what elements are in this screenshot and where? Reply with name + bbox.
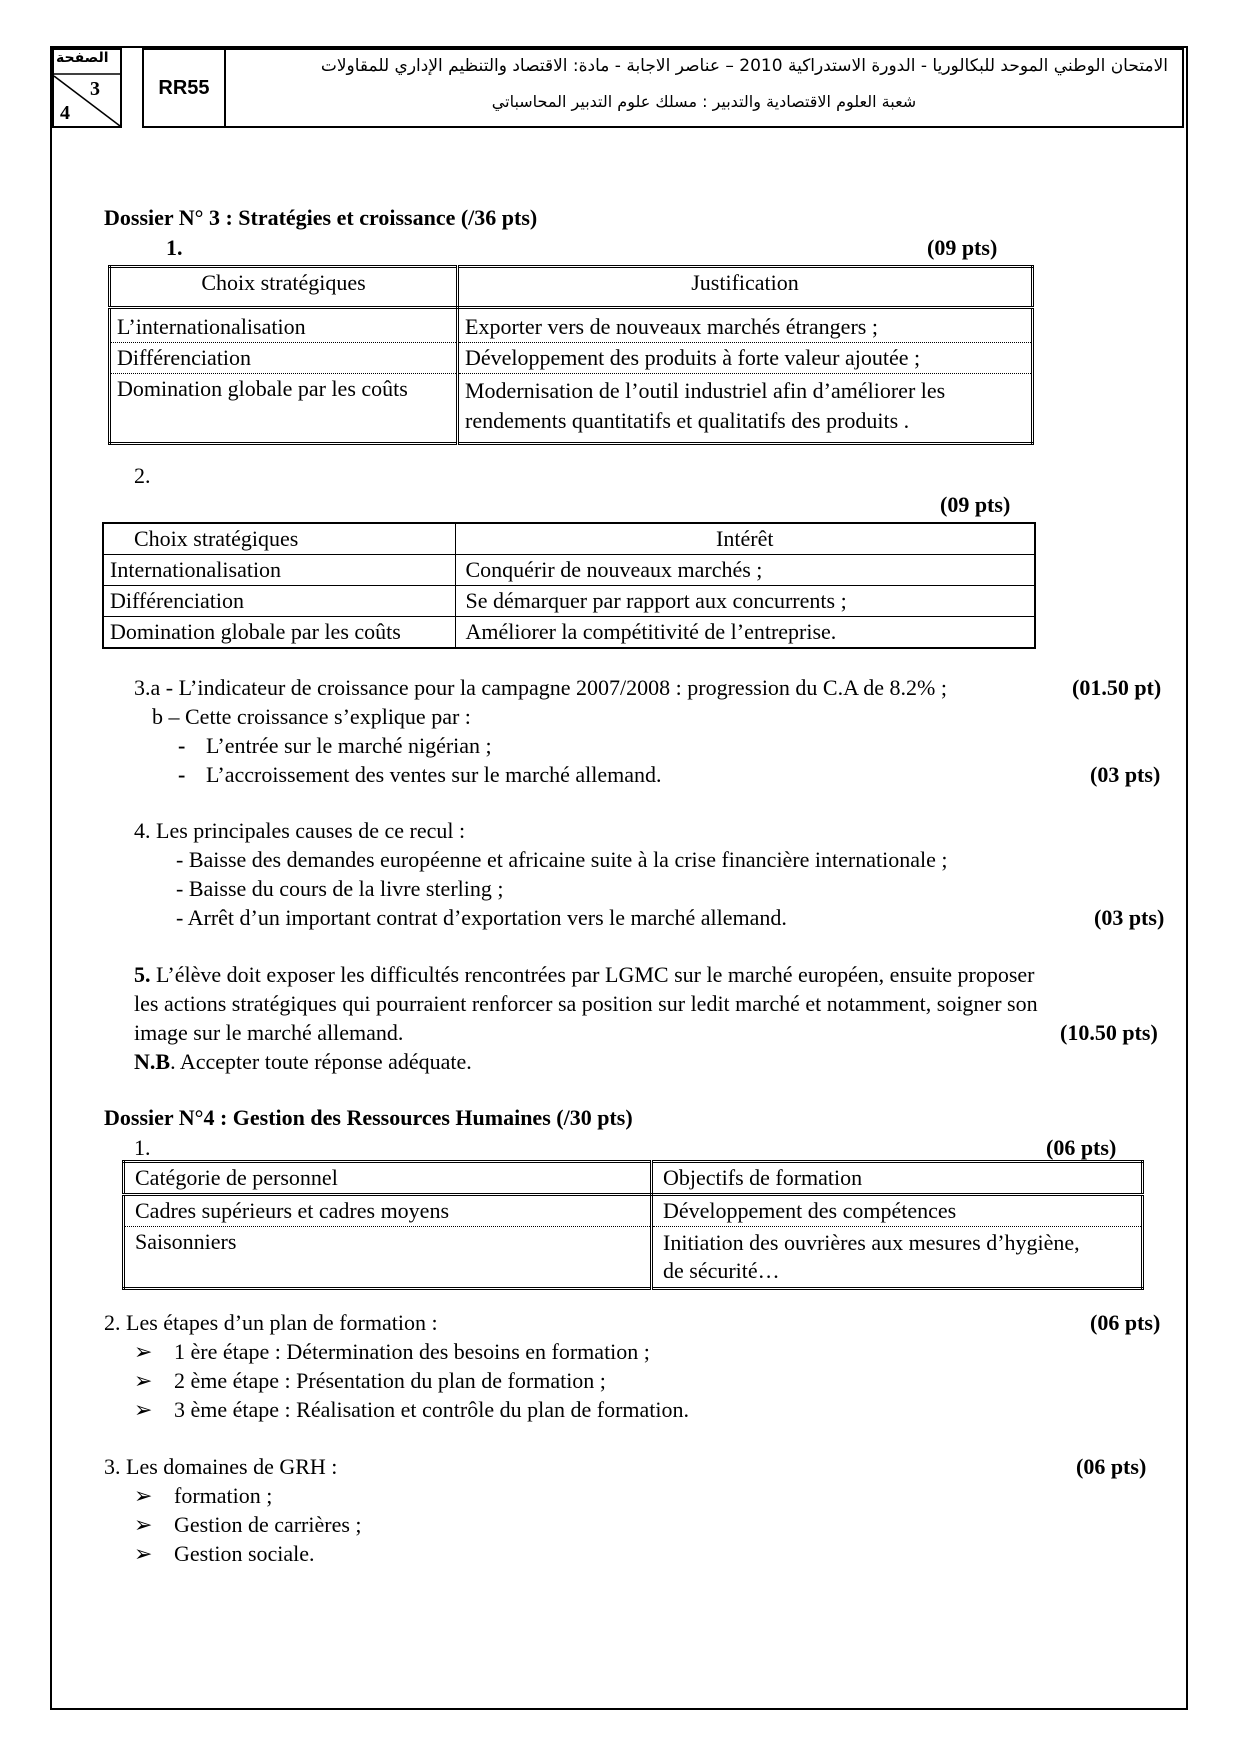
list-item: - L’entrée sur le marché nigérian ; xyxy=(178,733,492,758)
table-cell: Initiation des ouvrières aux mesures d’hygiène, de sécurité… xyxy=(652,1227,1143,1289)
table-cell: Se démarquer par rapport aux concurrents ; xyxy=(455,586,1035,617)
arrow-bullet-icon: ➢ xyxy=(134,1339,153,1364)
table-row xyxy=(110,373,1033,443)
table-cell: Exporter vers de nouveaux marchés étrangers ; xyxy=(465,313,878,339)
table-row xyxy=(103,586,1035,617)
d4-q2-intro: 2. Les étapes d’un plan de formation : xyxy=(104,1310,438,1335)
table-cell: Cadres supérieurs et cadres moyens xyxy=(124,1195,652,1227)
arrow-bullet-icon: ➢ xyxy=(134,1368,153,1393)
dossier4-title: Dossier N°4 : Gestion des Ressources Humaines (/30 pts) xyxy=(104,1105,633,1130)
list-item: - Arrêt d’un important contrat d’exportation vers le marché allemand. xyxy=(176,905,787,930)
table-cell: Différenciation xyxy=(103,586,455,617)
d3-q1-points: (09 pts) xyxy=(927,235,998,260)
page-number: 3 xyxy=(90,78,100,100)
table-row xyxy=(103,555,1035,586)
d3-q5-points: (10.50 pts) xyxy=(1060,1020,1158,1045)
header-cell: Intérêt xyxy=(455,523,1035,555)
list-item: - Baisse des demandes européenne et africaine suite à la crise financière internationale ; xyxy=(176,847,948,872)
table-header-row xyxy=(110,267,1033,308)
table-cell: Domination globale par les coûts xyxy=(103,617,455,649)
table-row xyxy=(103,617,1035,649)
header-cell: Choix stratégiques xyxy=(103,523,455,555)
d3-q3b: b – Cette croissance s’explique par : xyxy=(152,704,471,729)
list-item: - L’accroissement des ventes sur le marché allemand. xyxy=(178,762,662,787)
d3-q1-number: 1. xyxy=(166,235,183,260)
list-item: ➢ 2 ème étape : Présentation du plan de formation ; xyxy=(134,1368,606,1393)
d4-q3-intro: 3. Les domaines de GRH : xyxy=(104,1454,338,1479)
list-item: - Baisse du cours de la livre sterling ; xyxy=(176,876,504,901)
d4-q3-points: (06 pts) xyxy=(1076,1454,1147,1479)
table-row xyxy=(110,342,1033,373)
table-cell: Différenciation xyxy=(110,342,458,373)
exam-code: RR55 xyxy=(142,48,226,128)
header-cell: Choix stratégiques xyxy=(110,267,458,308)
d3-q5-line1: 5. L’élève doit exposer les difficultés rencontrées par LGMC sur le marché européen, ensuite proposer xyxy=(134,962,1035,987)
table-cell: Améliorer la compétitivité de l’entreprise. xyxy=(455,617,1035,649)
list-item: ➢ Gestion de carrières ; xyxy=(134,1512,362,1537)
page-number-box xyxy=(52,48,122,128)
list-item: ➢ Gestion sociale. xyxy=(134,1541,315,1566)
arrow-bullet-icon: ➢ xyxy=(134,1397,153,1422)
dossier3-title: Dossier N° 3 : Stratégies et croissance (/36 pts) xyxy=(104,205,538,230)
page-total: 4 xyxy=(60,102,70,124)
list-item: ➢ 1 ère étape : Détermination des besoins en formation ; xyxy=(134,1339,650,1364)
d3-q1-table xyxy=(108,265,1034,445)
header-cell: Objectifs de formation xyxy=(652,1162,1143,1195)
d3-q3a-points: (01.50 pt) xyxy=(1072,675,1162,700)
table-cell: Conquérir de nouveaux marchés ; xyxy=(455,555,1035,586)
d3-q5-line3: image sur le marché allemand. xyxy=(134,1020,404,1045)
table-cell: Domination globale par les coûts xyxy=(110,373,458,443)
d3-q4-intro: 4. Les principales causes de ce recul : xyxy=(134,818,466,843)
table-header-row xyxy=(103,523,1035,555)
list-item: ➢ 3 ème étape : Réalisation et contrôle du plan de formation. xyxy=(134,1397,689,1422)
table-cell: Développement des compétences xyxy=(663,1198,957,1223)
table-row xyxy=(124,1195,1143,1227)
header-title-box xyxy=(224,48,1184,128)
header-line-1: الامتحان الوطني الموحد للبكالوريا - الدورة الاستدراكية 2010 – عناصر الاجابة - مادة: الاقتصاد والتنظيم الإداري للمقاولات xyxy=(320,56,1168,76)
table-cell: Internationalisation xyxy=(103,555,455,586)
d3-q2-points: (09 pts) xyxy=(940,492,1011,517)
header-line-2: شعبة العلوم الاقتصادية والتدبير : مسلك علوم التدبير المحاسباتي xyxy=(491,92,917,111)
d4-q1-number: 1. xyxy=(134,1135,151,1160)
list-item: ➢ formation ; xyxy=(134,1483,273,1508)
d3-q3a: 3.a - L’indicateur de croissance pour la campagne 2007/2008 : progression du C.A de 8.2% ; xyxy=(134,675,947,700)
table-cell: Développement des produits à forte valeur ajoutée ; xyxy=(458,342,1033,373)
header-cell: Justification xyxy=(458,267,1033,308)
d3-q2-table xyxy=(102,522,1036,649)
d3-q3b-points: (03 pts) xyxy=(1090,762,1161,787)
table-row xyxy=(110,312,1033,343)
d4-q2-points: (06 pts) xyxy=(1090,1310,1161,1335)
table-cell: Modernisation de l’outil industriel afin d’améliorer les rendements quantitatifs et qualitatifs des produits . xyxy=(458,373,1033,443)
table-header-row xyxy=(124,1162,1143,1195)
d4-q1-table xyxy=(122,1160,1144,1290)
header-cell: Catégorie de personnel xyxy=(124,1162,652,1195)
table-cell: L’internationalisation xyxy=(110,312,458,343)
d3-q5-line2: les actions stratégiques qui pourraient renforcer sa position sur ledit marché et notamment, soigner son xyxy=(134,991,1038,1016)
d4-q1-points: (06 pts) xyxy=(1046,1135,1117,1160)
arrow-bullet-icon: ➢ xyxy=(134,1541,153,1566)
table-cell: Saisonniers xyxy=(124,1227,652,1289)
arrow-bullet-icon: ➢ xyxy=(134,1483,153,1508)
arrow-bullet-icon: ➢ xyxy=(134,1512,153,1537)
d3-q4-points: (03 pts) xyxy=(1094,905,1165,930)
table-row xyxy=(124,1227,1143,1289)
d3-q2-number: 2. xyxy=(134,463,151,488)
d3-nb: N.B. Accepter toute réponse adéquate. xyxy=(134,1049,472,1074)
page-label: الصفحة xyxy=(56,50,109,66)
